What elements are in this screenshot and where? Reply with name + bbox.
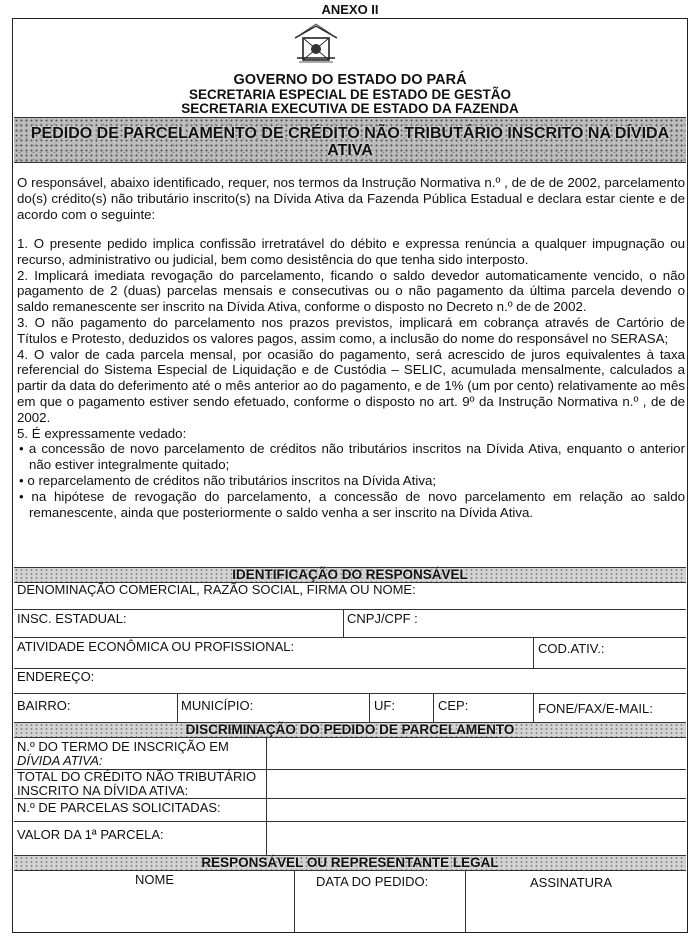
col-divider [177, 693, 178, 722]
col-divider [533, 693, 534, 722]
total-credit-label-line1: TOTAL DO CRÉDITO NÃO TRIBUTÁRIO [17, 769, 257, 784]
clause-5: 5. É expressamente vedado: [17, 425, 187, 441]
district-label: BAIRRO: [17, 698, 71, 713]
row-divider [14, 693, 686, 694]
city-label: MUNICÍPIO: [181, 698, 254, 713]
secretariat-management: SECRETARIA ESPECIAL DE ESTADO DE GESTÃO [188, 87, 512, 102]
phone-fax-email-label: FONE/FAX/E-MAIL: [538, 701, 653, 716]
request-header-label: DISCRIMINAÇÃO DO PEDIDO DE PARCELAMENTO [185, 722, 515, 737]
term-number-label-line2: DÍVIDA ATIVA: [17, 753, 103, 768]
row-divider [14, 668, 686, 669]
request-date-label: DATA DO PEDIDO: [316, 874, 429, 889]
clause-5-bullet-1: • a concessão de novo parcelamento de créditos não tributários inscritos na Dívida Ativa, enquanto o anterior não estiver integralmente quitado; [19, 441, 685, 473]
cep-label: CEP: [438, 698, 469, 713]
responsible-header-label: RESPONSÁVEL OU REPRESENTANTE LEGAL [201, 855, 499, 870]
total-credit-label [17, 770, 256, 798]
clause-2: 2. Implicará imediata revogação do parcelamento, ficando o saldo devedor automaticamente vencido, o não pagamento de 2 (duas) parcelas mensais e consecutivas ou o não pagamento da última parcela devendo o saldo remanescente ser inscrito na Dívida Ativa, conforme o disposto no Decreto n.º de de 2002. [17, 267, 685, 315]
activity-code-label: COD.ATIV.: [538, 641, 605, 656]
form-title-line1: PEDIDO DE PARCELAMENTO DE CRÉDITO NÃO TRIBUTÁRIO INSCRITO NA DÍVIDA [30, 125, 670, 142]
col-divider [343, 609, 344, 637]
clauses-list [17, 236, 685, 520]
signature-label: ASSINATURA [530, 875, 613, 890]
term-number-label-line1: N.º DO TERMO DE INSCRIÇÃO EM [17, 739, 229, 754]
clause-4: 4. O valor de cada parcela mensal, por ocasião do pagamento, será acrescido de juros equivalentes à taxa referencial do Sistema Especial de Liquidação e de Custódia – SELIC, acumulada mensalmente, calculados a partir da data do deferimento até o mês anterior ao do pagamento, e de 1% (um por cento) relativamente ao mês em que o pagamento estiver sendo efetuado, conforme o disposto no art. 9º da Instrução Normativa n.º , de de 2002. [17, 346, 685, 425]
address-label: ENDEREÇO: [17, 669, 95, 684]
responsible-header [14, 855, 686, 871]
col-divider [465, 870, 466, 932]
activity-label: ATIVIDADE ECONÔMICA OU PROFISSIONAL: [17, 639, 295, 654]
uf-label: UF: [374, 698, 395, 713]
row-divider [14, 609, 686, 610]
col-divider [369, 693, 370, 722]
responsible-name-label: NOME [135, 872, 174, 887]
clause-5-bullet-3: • na hipótese de revogação do parcelamento, a concessão de novo parcelamento em relação ao saldo remanescente, ainda que posteriormente o saldo venha a ser inscrito na Dívida Ativa. [19, 488, 685, 520]
total-credit-label-line2: INSCRITO NA DÍVIDA ATIVA: [17, 783, 189, 798]
row-divider [14, 637, 686, 638]
identification-header [14, 567, 686, 583]
row-divider [14, 798, 686, 799]
secretariat-finance: SECRETARIA EXECUTIVA DE ESTADO DA FAZENDA [181, 101, 519, 116]
col-divider [294, 870, 295, 932]
first-installment-value-label: VALOR DA 1ª PARCELA: [17, 827, 164, 842]
clause-1: 1. O presente pedido implica confissão irretratável do débito e expressa renúncia a qualquer impugnação ou recurso, administrativo ou judicial, bem como desistência do que tenha sido interposto. [17, 236, 685, 267]
state-coat-of-arms-icon [291, 22, 341, 66]
clause-5-bullet-2: • o reparcelamento de créditos não tributários inscritos na Dívida Ativa; [19, 472, 437, 488]
annex-label: ANEXO II [321, 2, 379, 17]
intro-paragraph: O responsável, abaixo identificado, requer, nos termos da Instrução Normativa n.º , de de de 2002, parcelamento do(s) crédito(s) não tributário inscrito(s) na Dívida Ativa da Fazenda Pública Estadual e declara estar ciente e de acordo com o seguinte: [17, 175, 685, 222]
cnpj-cpf-label: CNPJ/CPF : [347, 611, 418, 626]
identification-header-label: IDENTIFICAÇÃO DO RESPONSÁVEL [232, 567, 468, 582]
request-header [14, 722, 686, 738]
term-number-label [17, 740, 265, 768]
col-divider [433, 693, 434, 722]
row-divider [14, 821, 686, 822]
government-title: GOVERNO DO ESTADO DO PARÁ [233, 72, 467, 88]
col-divider [533, 637, 534, 668]
form-title-band [14, 117, 686, 163]
form-title-line2: ATIVA [327, 142, 373, 159]
col-divider [266, 737, 267, 855]
name-label: DENOMINAÇÃO COMERCIAL, RAZÃO SOCIAL, FIRMA OU NOME: [17, 582, 416, 597]
installments-count-label: N.º DE PARCELAS SOLICITADAS: [17, 800, 221, 815]
clause-3: 3. O não pagamento do parcelamento nos prazos previstos, implicará em cobrança através de Cartório de Títulos e Protesto, deduzidos os valores pagos, assim como, a inclusão do nome do responsável no SERASA; [17, 314, 685, 346]
state-registration-label: INSC. ESTADUAL: [17, 611, 127, 626]
